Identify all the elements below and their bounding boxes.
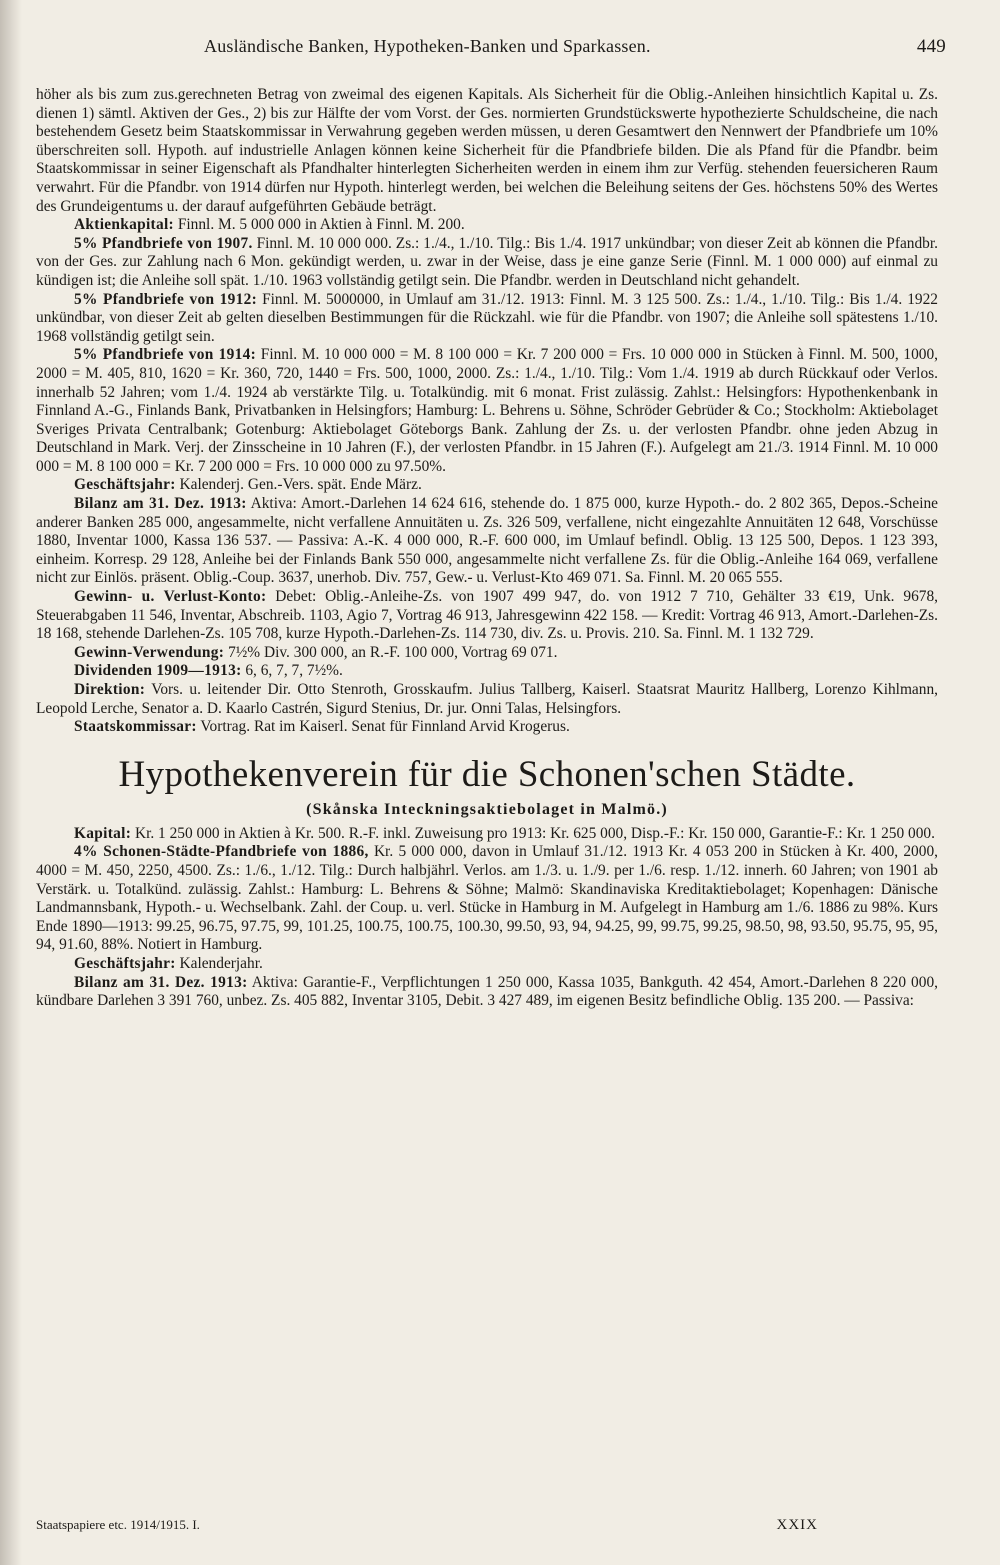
paragraph-text: Kalenderjahr. — [175, 954, 263, 972]
paragraph — [36, 955, 938, 974]
body-text-bottom — [36, 825, 938, 1011]
paragraph-text: Finnl. M. 5 000 000 in Aktien à Finnl. M. 200. — [173, 216, 465, 234]
paragraph-text: Kalenderj. Gen.-Vers. spät. Ende März. — [175, 476, 422, 494]
section-title: Hypothekenverein für die Schonen'schen Städte. — [118, 753, 856, 795]
paragraph — [36, 662, 938, 681]
page-number: 449 — [916, 36, 946, 57]
page-header — [36, 36, 946, 70]
section-subtitle: (Skånska Inteckningsаktiebolaget in Malmö.) — [306, 800, 668, 818]
paragraph — [36, 588, 938, 644]
source-note: Staatspapiere etc. 1914/1915. I. — [36, 1517, 200, 1532]
paragraph-key: 4% Schonen-Städte-Pfandbriefe von 1886, — [74, 843, 369, 861]
paragraph-key: Geschäftsjahr: — [74, 476, 176, 494]
page-edge-shadow — [0, 0, 22, 1565]
running-title: Ausländische Banken, Hypotheken-Banken und Sparkassen. — [204, 36, 651, 56]
paragraph-text: Aktiva: Garantie-F., Verpflichtungen 1 250 000, Kassa 1035, Bankguth. 42 454, Amort.-Darlehen 8 220 000, kündbare Darlehen 3 391 760, unbez. Zs. 405 882, Inventar 3105, Debit. 3 427 489, im eigenen Besitz befindliche Oblig. 135 200. — Passiva: — [36, 973, 938, 1010]
paragraph-key: Geschäftsjahr: — [74, 954, 176, 972]
paragraph-key: Kapital: — [74, 824, 132, 842]
paragraph — [36, 216, 938, 235]
paragraph-text: Aktiva: Amort.-Darlehen 14 624 616, stehende do. 1 875 000, kurze Hypoth.- do. 2 802 365, Depos.-Scheine anderer Banken 285 000, angesammelte, nicht verfallene Annuitäten u. Zs. 326 509, verfallene, nicht eingezahlte Annuitäten 12 648, Vorschüsse 1880, Inventar 1000, Kassa 136 537. — Passiva: A.-K. 4 000 000, R.-F. 600 000, im Umlauf befindl. Oblig. 13 125 500, Depos. 1 123 393, einheim. Korresp. 29 128, Anleihe bei der Finlands Bank 550 000, angesammelte nicht verfallene Zs. für die Oblig.-Anleihe 164 069, verfallene nicht zur Einlös. präsent. Oblig.-Coup. 3637, unerhob. Div. 757, Gew.- u. Verlust-Kto 469 071. Sa. Finnl. M. 20 065 555. — [36, 495, 939, 587]
paragraph-key: Aktienkapital: — [74, 216, 174, 234]
paragraph — [36, 681, 938, 718]
paragraph-text: Kr. 5 000 000, davon in Umlauf 31./12. 1913 Kr. 4 053 200 in Stücken à Kr. 400, 2000, 4000 = M. 450, 2250, 4500. Zs.: 1./6., 1./12. Tilg.: Durch halbjährl. Verlos. am 1./3. u. 1./9. per 1./6. resp. 1./12. innerh. 60 Jahren; von 1901 ab Verstärk. u. Totalkünd. zulässig. Zahlst.: Hamburg: L. Behrens & Söhne; Malmö: Skandinaviska Kreditaktiebolaget; Kopenhagen: Dänische Landmannsbank, Hypoth.- u. Wechselbank. Zahl. der Coup. u. verl. Stücke in Hamburg in M. Aufgelegt in Hamburg am 1./6. 1886 zu 98%. Kurs Ende 1890—1913: 99.25, 96.75, 97.75, 99, 101.25, 100.75, 100.75, 100.30, 99.50, 93, 94, 94.25, 99, 99.75, 99.25, 98.50, 98, 93.50, 95.75, 95, 95, 94, 91.60, 88%. Notiert in Hamburg. — [36, 843, 938, 954]
paragraph — [36, 843, 938, 955]
paragraph-key: Bilanz am 31. Dez. 1913: — [74, 973, 248, 991]
paragraph-text: Kr. 1 250 000 in Aktien à Kr. 500. R.-F. inkl. Zuweisung pro 1913: Kr. 625 000, Disp.-F.: Kr. 150 000, Garantie-F.: Kr. 1 250 000. — [131, 824, 935, 842]
paragraph-text: Finnl. M. 10 000 000 = M. 8 100 000 = Kr. 7 200 000 = Frs. 10 000 000 in Stücken à Finnl. M. 500, 1000, 2000 = M. 405, 810, 1620 = Kr. 360, 720, 1440 = Frs. 500, 1000, 2000. Zs.: 1./4., 1./10. Tilg.: Vom 1./4. 1919 ab durch Rückkauf oder Verlos. innerhalb 52 Jahren; vom 1./4. 1924 ab verstärkte Tilg. u. Totalkündig. mit 6 monat. Frist zulässig. Zahlst.: Helsingfors: Hypothenkenbank in Finnland A.-G., Finlands Bank, Privatbanken in Helsingfors; Hamburg: L. Behrens u. Söhne, Schröder Gebrüder & Co.; Stockholm: Aktiebolaget Sveriges Privata Centralbank; Gotenburg: Aktiebolaget Göteborgs Bank. Zahlung der Zs. u. der verlosten Pfandbr. ohne jeden Abzug in Deutschland in Mark. Verj. der Zinsscheine in 10 Jahren (F.), der verlosten Pfandbr. in 15 Jahren (F.). Aufgelegt am 21./3. 1914 Finnl. M. 10 000 000 = M. 8 100 000 = Kr. 7 200 000 = Frs. 10 000 000 zu 97.50%. — [36, 346, 938, 475]
paragraph — [36, 476, 938, 495]
paragraph — [36, 974, 938, 1011]
paragraph — [36, 346, 938, 476]
paragraph — [36, 86, 938, 216]
page-footer — [36, 1517, 938, 1541]
paragraph-key: Gewinn- u. Verlust-Konto: — [74, 588, 267, 606]
paragraph-key: Dividenden 1909—1913: — [74, 662, 242, 680]
paragraph — [36, 644, 938, 663]
paragraph-text: höher als bis zum zus.gerechneten Betrag von zweimal des eigenen Kapitals. Als Sicherheit für die Oblig.-Anleihen hinsichtlich Kapital u. Zs. dienen 1) sämtl. Aktiven der Ges., 2) bis zur Hälfte der vom Vorst. der Ges. normierten Grundstückswerte hypothezierte Schuldscheine, die nach bestehendem Gesetz beim Staatskommissar in Verwahrung gegeben werden müssen, u deren Gesamtwert den Nennwert der Pfandbriefe um 10% überschreiten soll. Hypoth. auf industrielle Anlagen können keine Sicherheit für die Pfandbriefe bilden. Die als Pfand für die Pfandbr. beim Staatskommissar in seiner Eigenschaft als Pfandhalter hinterlegten Sicherheiten werden in einem ihm zur Verfüg. stehenden feuersicheren Raum verwahrt. Für die Pfandbr. von 1914 dürfen nur Hypoth. hinterlegt werden, bei welchen die Beleihung seitens der Ges. höchstens 50% des Wertes des Grundeigentums u. der darauf aufgeführten Gebäude beträgt. — [36, 86, 938, 215]
paragraph — [36, 718, 938, 737]
paragraph-key: Staatskommissar: — [74, 718, 197, 736]
sheet-signature: XXIX — [776, 1517, 818, 1533]
paragraph-key: Direktion: — [74, 681, 146, 698]
paragraph — [36, 291, 938, 347]
paragraph-key: 5% Pfandbriefe von 1907. — [74, 234, 253, 252]
paragraph-text: Vors. u. leitender Dir. Otto Stenroth, Grosskaufm. Julius Tallberg, Kaiserl. Staatsrat Mauritz Hallberg, Lorenzo Kihlmann, Leopold Lerche, Senator a. D. Kaarlo Castrén, Sigurd Stenius, Dr. jur. Onni Talas, Helsingfors. — [36, 681, 938, 717]
paragraph-key: Gewinn-Verwendung: — [74, 643, 225, 661]
paragraph-text: Debet: Oblig.-Anleihe-Zs. von 1907 499 947, do. von 1912 7 710, Gehälter 33 €19, Unk. 9678, Steuerabgaben 11 546, Inventar, Abschreib. 1103, Agio 7, Vortrag 46 913, Jahresgewinn 422 158. — Kredit: Vortrag 46 913, Amort.-Darlehen-Zs. 18 168, stehende Darlehen-Zs. 105 708, kurze Hypoth.-Darlehen-Zs. 114 730, div. Zs. u. Provis. 210. Sa. Finnl. M. 1 132 729. — [36, 588, 938, 643]
paragraph-key: 5% Pfandbriefe von 1912: — [74, 290, 258, 308]
paragraph-text: 6, 6, 7, 7, 7½%. — [241, 662, 343, 680]
paragraph-key: Bilanz am 31. Dez. 1913: — [74, 495, 247, 513]
paragraph-text: Vortrag. Rat im Kaiserl. Senat für Finnland Arvid Krogerus. — [196, 718, 570, 736]
paragraph-key: 5% Pfandbriefe von 1914: — [74, 346, 257, 364]
body-text-top — [36, 86, 938, 737]
paragraph-text: Finnl. M. 10 000 000. Zs.: 1./4., 1./10. Tilg.: Bis 1./4. 1917 unkündbar; von dieser Zeit ab können die Pfandbr. von der Ges. zur Zahlung nach 6 Mon. gekündigt werden, u. zwar in der Weise, dass je eine ganze Serie (Finnl. M. 1 000 000) auf einmal zu kündigen ist; die Anleihe soll spät. 1./10. 1963 vollständig getilgt sein. Die Pfandbr. werden in Deutschland nicht gehandelt. — [36, 234, 939, 289]
paragraph-text: Finnl. M. 5000000, in Umlauf am 31./12. 1913: Finnl. M. 3 125 500. Zs.: 1./4., 1./10. Tilg.: Bis 1./4. 1922 unkündbar, von dieser Zeit ab gelten dieselben Bestimmungen für die Rückzahl. wie für die Pfandbr. von 1907; die Anleihe soll spätestens 1./10. 1968 vollständig getilgt sein. — [36, 290, 939, 345]
paragraph-text: 7½% Div. 300 000, an R.-F. 100 000, Vortrag 69 071. — [224, 643, 558, 661]
paragraph — [36, 825, 938, 844]
paragraph — [36, 495, 938, 588]
paragraph — [36, 235, 938, 291]
